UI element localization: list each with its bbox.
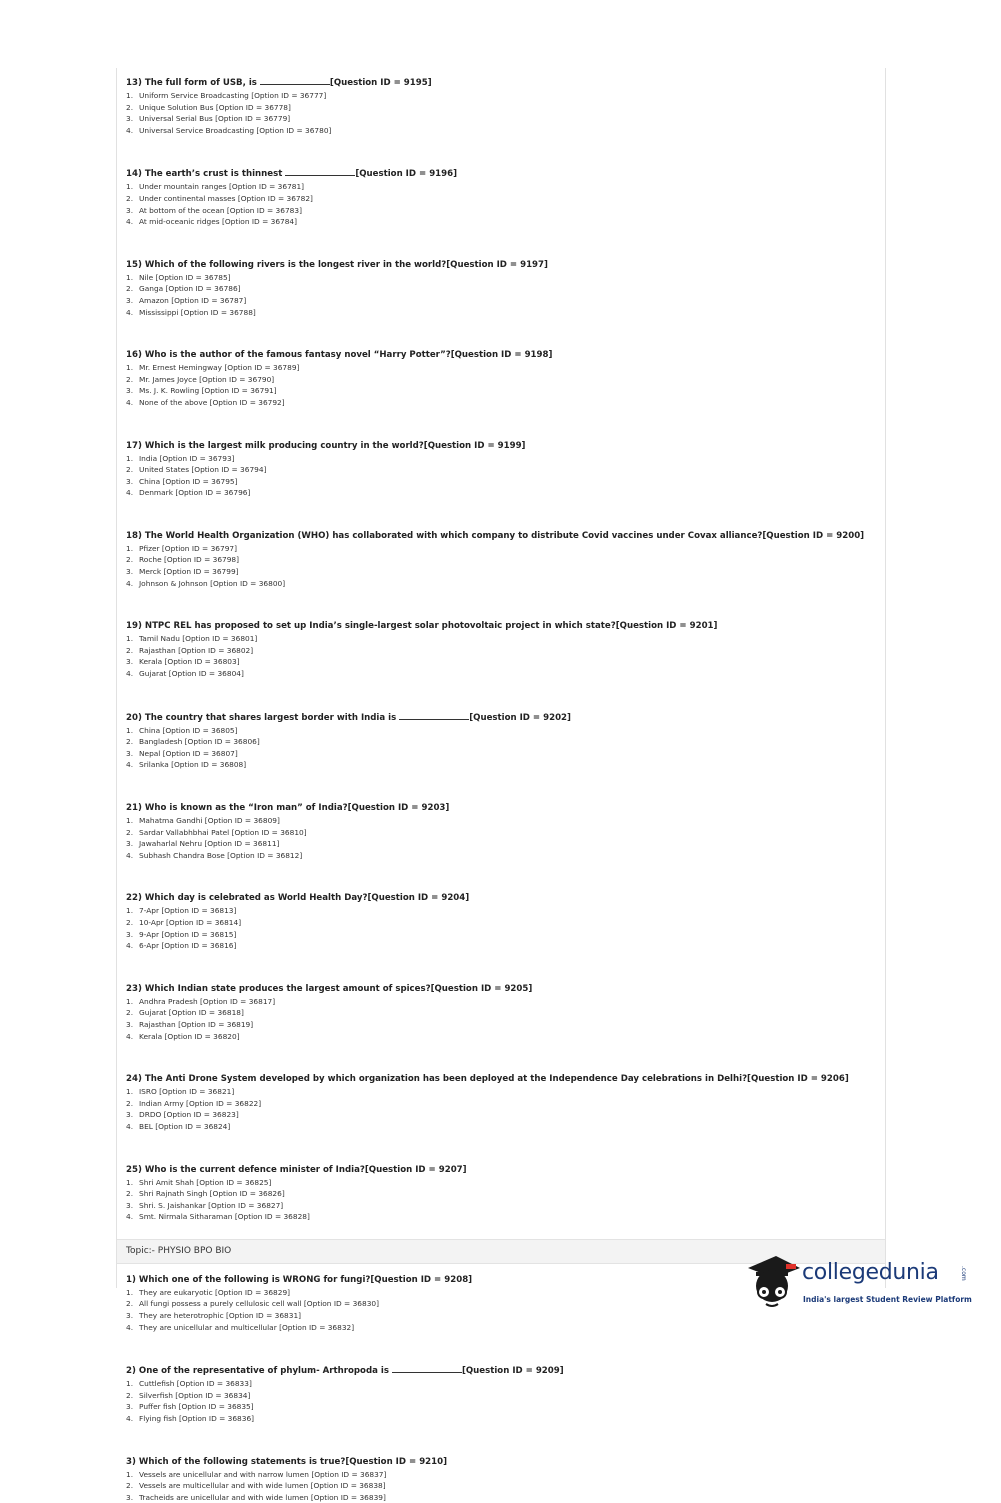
question-block — [117, 259, 885, 345]
question-text — [126, 1456, 885, 1468]
option-text: Mississippi [Option ID = 36788] — [139, 307, 256, 317]
option-list — [126, 453, 885, 499]
option-number: 1. — [126, 1469, 134, 1479]
option-text: United States [Option ID = 36794] — [139, 465, 267, 475]
option-list — [126, 181, 885, 227]
question-block — [117, 711, 885, 798]
question-stem: 1) Which one of the following is WRONG for fungi?[Question ID = 9208] — [126, 1274, 473, 1285]
option-item — [126, 578, 885, 590]
option-item — [126, 656, 885, 668]
option-item — [126, 272, 885, 284]
question-section — [117, 68, 885, 1237]
question-text — [126, 1073, 885, 1085]
option-text: DRDO [Option ID = 36823] — [139, 1110, 239, 1120]
option-number: 1. — [126, 996, 134, 1006]
option-number: 1. — [126, 725, 134, 735]
question-stem: 19) NTPC REL has proposed to set up India’s single-largest solar photovoltaic project in which state?[Question ID = 9201] — [126, 621, 718, 632]
option-list — [126, 1177, 885, 1223]
option-item — [126, 1378, 885, 1390]
option-text: Ganga [Option ID = 36786] — [139, 284, 241, 294]
question-stem: 21) Who is known as the “Iron man” of India?[Question ID = 9203] — [126, 803, 450, 813]
question-text — [126, 802, 885, 814]
option-text: China [Option ID = 36795] — [139, 476, 238, 486]
question-spacer — [126, 680, 885, 707]
option-text: Tamil Nadu [Option ID = 36801] — [139, 634, 258, 644]
option-list — [126, 815, 885, 861]
option-item — [126, 554, 885, 566]
option-list — [126, 90, 885, 136]
option-number: 4. — [126, 850, 134, 860]
option-item — [126, 1480, 885, 1492]
option-number: 4. — [126, 941, 134, 951]
option-number: 2. — [126, 193, 134, 203]
answer-blank — [285, 167, 355, 176]
option-number: 3. — [126, 839, 134, 849]
question-text — [126, 530, 885, 542]
option-item — [126, 283, 885, 295]
question-block — [117, 1364, 885, 1451]
option-item — [126, 181, 885, 193]
option-number: 1. — [126, 1087, 134, 1097]
option-text: None of the above [Option ID = 36792] — [139, 397, 285, 407]
option-text: Amazon [Option ID = 36787] — [139, 295, 247, 305]
option-item — [126, 102, 885, 114]
question-stem: 25) Who is the current defence minister of India?[Question ID = 9207] — [126, 1164, 467, 1175]
option-item — [126, 1469, 885, 1481]
option-item — [126, 633, 885, 645]
option-number: 4. — [126, 397, 134, 407]
option-text: Gujarat [Option ID = 36818] — [139, 1008, 244, 1018]
option-number: 2. — [126, 645, 134, 655]
question-stem: 3) Which of the following statements is true?[Question ID = 9210] — [126, 1456, 448, 1467]
option-item — [126, 725, 885, 737]
brand-tagline: India's largest Student Review Platform — [803, 1295, 972, 1304]
option-text: Merck [Option ID = 36799] — [139, 567, 239, 577]
option-text: Vessels are unicellular and with narrow lumen [Option ID = 36837] — [139, 1469, 387, 1479]
option-number: 2. — [126, 1390, 134, 1400]
question-stem: 20) The country that shares largest border with India is — [126, 712, 400, 723]
option-text: Bangladesh [Option ID = 36806] — [139, 737, 260, 747]
option-list — [126, 1086, 885, 1132]
option-item — [126, 193, 885, 205]
question-spacer — [126, 499, 885, 526]
option-item — [126, 1188, 885, 1200]
option-number: 4. — [126, 217, 134, 227]
option-number: 4. — [126, 1414, 134, 1424]
option-list — [126, 905, 885, 951]
option-item — [126, 1007, 885, 1019]
question-id: [Question ID = 9209] — [461, 1366, 564, 1377]
option-item — [126, 476, 885, 488]
option-number: 3. — [126, 1402, 134, 1412]
option-item — [126, 905, 885, 917]
option-number: 1. — [126, 906, 134, 916]
option-number: 1. — [126, 543, 134, 553]
option-text: Mr. Ernest Hemingway [Option ID = 36789] — [139, 363, 300, 373]
option-number: 2. — [126, 555, 134, 565]
brand-name: collegedunia — [802, 1260, 939, 1285]
option-number: 3. — [126, 1311, 134, 1321]
question-spacer — [126, 136, 885, 163]
option-text: Flying fish [Option ID = 36836] — [139, 1414, 255, 1424]
option-number: 3. — [126, 657, 134, 667]
option-list — [126, 725, 885, 771]
question-stem: 16) Who is the author of the famous fantasy novel “Harry Potter”?[Question ID = 9198] — [126, 350, 553, 361]
option-text: Nile [Option ID = 36785] — [139, 272, 231, 282]
option-text: ISRO [Option ID = 36821] — [139, 1087, 235, 1097]
option-text: Silverfish [Option ID = 36834] — [139, 1390, 251, 1400]
option-number: 1. — [126, 1379, 134, 1389]
option-text: Indian Army [Option ID = 36822] — [139, 1098, 262, 1108]
option-text: Denmark [Option ID = 36796] — [139, 488, 251, 498]
question-spacer — [126, 1042, 885, 1069]
option-number: 4. — [126, 307, 134, 317]
option-text: Kerala [Option ID = 36820] — [139, 1031, 240, 1041]
option-text: Mahatma Gandhi [Option ID = 36809] — [139, 816, 280, 825]
brand-domain: .com — [960, 1266, 967, 1281]
question-block — [117, 68, 885, 163]
question-spacer — [126, 952, 885, 979]
option-item — [126, 759, 885, 771]
question-stem: 13) The full form of USB, is — [126, 78, 260, 88]
option-item — [126, 374, 885, 386]
option-text: Mr. James Joyce [Option ID = 36790] — [139, 374, 275, 384]
option-text: Shri Amit Shah [Option ID = 36825] — [139, 1177, 272, 1187]
option-number: 2. — [126, 284, 134, 294]
option-number: 4. — [126, 760, 134, 770]
option-item — [126, 940, 885, 952]
question-block — [117, 1164, 885, 1223]
option-number: 2. — [126, 374, 134, 384]
question-spacer — [126, 1333, 885, 1360]
option-item — [126, 1177, 885, 1189]
option-number: 2. — [126, 465, 134, 475]
option-item — [126, 645, 885, 657]
option-list — [126, 362, 885, 408]
option-number: 4. — [126, 125, 134, 135]
option-number: 3. — [126, 748, 134, 758]
option-item — [126, 385, 885, 397]
option-text: Ms. J. K. Rowling [Option ID = 36791] — [139, 386, 277, 396]
question-stem: 15) Which of the following rivers is the longest river in the world?[Question ID = 9197] — [126, 259, 548, 270]
question-block — [117, 1456, 885, 1503]
option-text: Rajasthan [Option ID = 36819] — [139, 1019, 254, 1029]
option-item — [126, 1121, 885, 1133]
option-number: 3. — [126, 1019, 134, 1029]
option-text: 7-Apr [Option ID = 36813] — [139, 906, 237, 916]
option-number: 1. — [126, 1177, 134, 1187]
option-number: 2. — [126, 1481, 134, 1491]
question-text — [126, 1164, 885, 1176]
option-item — [126, 205, 885, 217]
option-number: 3. — [126, 386, 134, 396]
option-item — [126, 216, 885, 228]
option-text: They are unicellular and multicellular [Option ID = 36832] — [139, 1322, 355, 1332]
question-block — [117, 983, 885, 1069]
option-item — [126, 917, 885, 929]
option-number: 4. — [126, 578, 134, 588]
question-block — [117, 440, 885, 526]
question-id: [Question ID = 9202] — [469, 712, 571, 723]
option-list — [126, 996, 885, 1042]
question-spacer — [126, 409, 885, 436]
question-stem: 2) One of the representative of phylum- Arthropoda is — [126, 1366, 392, 1377]
option-text: Kerala [Option ID = 36803] — [139, 657, 240, 667]
question-text — [126, 620, 885, 632]
option-text: Tracheids are unicellular and with wide lumen [Option ID = 36839] — [139, 1492, 386, 1502]
option-text: Nepal [Option ID = 36807] — [139, 748, 238, 758]
option-number: 2. — [126, 827, 134, 837]
option-text: Gujarat [Option ID = 36804] — [139, 669, 244, 679]
option-text: 9-Apr [Option ID = 36815] — [139, 929, 237, 939]
question-stem: 22) Which day is celebrated as World Health Day?[Question ID = 9204] — [126, 893, 470, 904]
option-text: 10-Apr [Option ID = 36814] — [139, 917, 242, 927]
option-number: 2. — [126, 1299, 134, 1309]
option-number: 3. — [126, 1492, 134, 1502]
question-id: [Question ID = 9196] — [355, 169, 458, 180]
answer-blank — [392, 1364, 462, 1373]
option-text: They are eukaryotic [Option ID = 36829] — [139, 1287, 291, 1297]
option-item — [126, 1019, 885, 1031]
question-stem: 24) The Anti Drone System developed by which organization has been deployed at the Independence Day celebrations in Delhi?[Question ID = 9206] — [126, 1074, 849, 1085]
option-item — [126, 1322, 885, 1334]
option-item — [126, 487, 885, 499]
question-text — [126, 711, 885, 724]
option-number: 1. — [126, 272, 134, 282]
question-block — [117, 349, 885, 435]
question-spacer — [126, 1133, 885, 1160]
option-number: 4. — [126, 1322, 134, 1332]
option-item — [126, 996, 885, 1008]
option-number: 3. — [126, 476, 134, 486]
option-list — [126, 543, 885, 589]
option-text: Cuttlefish [Option ID = 36833] — [139, 1379, 252, 1389]
question-text — [126, 259, 885, 271]
option-number: 1. — [126, 453, 134, 463]
option-item — [126, 1086, 885, 1098]
option-text: Shri Rajnath Singh [Option ID = 36826] — [139, 1189, 285, 1199]
option-number: 3. — [126, 929, 134, 939]
option-text: Johnson & Johnson [Option ID = 36800] — [139, 578, 286, 588]
option-number: 1. — [126, 182, 134, 192]
question-spacer — [126, 771, 885, 798]
option-item — [126, 748, 885, 760]
option-item — [126, 397, 885, 409]
option-text: Shri. S. Jaishankar [Option ID = 36827] — [139, 1200, 284, 1210]
option-item — [126, 850, 885, 862]
option-number: 4. — [126, 669, 134, 679]
option-text: Rajasthan [Option ID = 36802] — [139, 645, 254, 655]
option-item — [126, 113, 885, 125]
option-list — [126, 1469, 885, 1503]
option-item — [126, 464, 885, 476]
option-item — [126, 1413, 885, 1425]
question-text — [126, 983, 885, 995]
option-text: They are heterotrophic [Option ID = 36831] — [139, 1311, 302, 1321]
topic-header: Topic:- PHYSIO BPO BIO — [117, 1239, 885, 1264]
option-text: All fungi possess a purely cellulosic cell wall [Option ID = 36830] — [139, 1299, 379, 1309]
option-number: 2. — [126, 102, 134, 112]
option-text: Vessels are multicellular and with wide lumen [Option ID = 36838] — [139, 1481, 386, 1491]
option-text: China [Option ID = 36805] — [139, 725, 238, 735]
option-text: At bottom of the ocean [Option ID = 36783] — [139, 205, 302, 215]
option-text: Puffer fish [Option ID = 36835] — [139, 1402, 254, 1412]
option-item — [126, 1109, 885, 1121]
option-text: Universal Service Broadcasting [Option ID = 36780] — [139, 125, 332, 135]
option-number: 2. — [126, 1098, 134, 1108]
question-block — [117, 167, 885, 254]
question-spacer — [126, 1425, 885, 1452]
option-number: 4. — [126, 1121, 134, 1131]
option-number: 4. — [126, 488, 134, 498]
option-number: 1. — [126, 1287, 134, 1297]
question-text — [126, 892, 885, 904]
option-item — [126, 90, 885, 102]
option-item — [126, 1492, 885, 1503]
option-item — [126, 1401, 885, 1413]
option-number: 1. — [126, 634, 134, 644]
option-item — [126, 1390, 885, 1402]
option-text: Uniform Service Broadcasting [Option ID = 36777] — [139, 91, 327, 100]
option-number: 2. — [126, 737, 134, 747]
question-stem: 18) The World Health Organization (WHO) has collaborated with which company to distribute Covid vaccines under Covax alliance?[Question ID = 9200] — [126, 530, 865, 541]
option-text: Under continental masses [Option ID = 36782] — [139, 193, 313, 203]
option-text: Universal Serial Bus [Option ID = 36779] — [139, 114, 291, 124]
option-item — [126, 295, 885, 307]
option-number: 2. — [126, 917, 134, 927]
option-number: 1. — [126, 363, 134, 373]
option-text: 6-Apr [Option ID = 36816] — [139, 941, 237, 951]
option-text: India [Option ID = 36793] — [139, 453, 235, 463]
option-number: 1. — [126, 91, 134, 100]
question-spacer — [126, 228, 885, 255]
option-number: 3. — [126, 114, 134, 124]
option-item — [126, 929, 885, 941]
option-item — [126, 1031, 885, 1043]
question-text — [126, 1364, 885, 1377]
question-block — [117, 530, 885, 616]
option-number: 3. — [126, 205, 134, 215]
option-item — [126, 453, 885, 465]
option-item — [126, 362, 885, 374]
question-spacer — [126, 861, 885, 888]
option-item — [126, 543, 885, 555]
option-list — [126, 272, 885, 318]
option-number: 3. — [126, 295, 134, 305]
question-text — [126, 167, 885, 180]
option-list — [126, 1378, 885, 1424]
option-item — [126, 668, 885, 680]
answer-blank — [399, 711, 469, 720]
option-text: Roche [Option ID = 36798] — [139, 555, 240, 565]
option-text: Pfizer [Option ID = 36797] — [139, 543, 237, 553]
option-list — [126, 633, 885, 679]
option-number: 4. — [126, 1212, 134, 1222]
option-item — [126, 125, 885, 137]
question-stem: 14) The earth’s crust is thinnest — [126, 169, 286, 180]
option-text: Smt. Nirmala Sitharaman [Option ID = 36828] — [139, 1212, 310, 1222]
option-item — [126, 566, 885, 578]
option-number: 1. — [126, 816, 134, 825]
option-number: 3. — [126, 567, 134, 577]
graduate-mascot-icon — [742, 1250, 802, 1310]
option-item — [126, 815, 885, 827]
question-stem: 23) Which Indian state produces the largest amount of spices?[Question ID = 9205] — [126, 983, 533, 994]
option-item — [126, 736, 885, 748]
question-block — [117, 1073, 885, 1159]
option-text: Subhash Chandra Bose [Option ID = 36812] — [139, 850, 303, 860]
answer-blank — [260, 76, 330, 85]
collegedunia-logo — [742, 1250, 972, 1314]
question-id: [Question ID = 9195] — [329, 78, 432, 88]
question-spacer — [126, 589, 885, 616]
question-block — [117, 892, 885, 978]
question-stem: 17) Which is the largest milk producing country in the world?[Question ID = 9199] — [126, 440, 526, 451]
option-text: Under mountain ranges [Option ID = 36781] — [139, 182, 305, 192]
option-item — [126, 1200, 885, 1212]
exam-page — [116, 68, 886, 1502]
question-text — [126, 76, 885, 89]
option-item — [126, 307, 885, 319]
option-item — [126, 1098, 885, 1110]
option-number: 4. — [126, 1031, 134, 1041]
option-item — [126, 827, 885, 839]
option-number: 3. — [126, 1110, 134, 1120]
option-number: 2. — [126, 1189, 134, 1199]
option-text: BEL [Option ID = 36824] — [139, 1121, 231, 1131]
option-text: Srilanka [Option ID = 36808] — [139, 760, 247, 770]
option-text: Unique Solution Bus [Option ID = 36778] — [139, 102, 291, 112]
question-text — [126, 440, 885, 452]
question-block — [117, 802, 885, 888]
question-block — [117, 620, 885, 706]
option-text: Andhra Pradesh [Option ID = 36817] — [139, 996, 276, 1006]
option-number: 3. — [126, 1200, 134, 1210]
option-text: Jawaharlal Nehru [Option ID = 36811] — [139, 839, 280, 849]
question-text — [126, 349, 885, 361]
option-item — [126, 838, 885, 850]
option-item — [126, 1211, 885, 1223]
option-text: At mid-oceanic ridges [Option ID = 36784] — [139, 217, 298, 227]
option-number: 2. — [126, 1008, 134, 1018]
question-spacer — [126, 318, 885, 345]
option-text: Sardar Vallabhbhai Patel [Option ID = 36810] — [139, 827, 307, 837]
